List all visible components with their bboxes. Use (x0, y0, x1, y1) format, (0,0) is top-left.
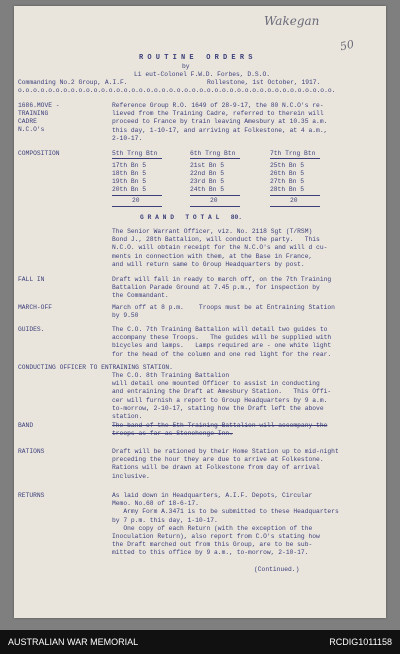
total-underline-5th (112, 206, 162, 207)
author-line: Li eut-Colonel F.W.D. Forbes, D.S.O. (134, 71, 271, 78)
section-label-conducting-officer: CONDUCTING OFFICER TO ENTRAINING STATION. (18, 364, 173, 371)
section-label-fall-in: FALL IN (18, 276, 45, 283)
section-text-returns: As laid down in Headquarters, A.I.F. Depots, Circular Memo. No.68 of 18-6-17. Army Form A.3471 is to be submitted to these Headquarters by 7 p.m. this day, 1-10-17. One copy of each Return (with the exception of the Inoculation Return), also report from C.O's stating how the Draft marched out from this Group, are to be sub- mitted to this office by 9 a.m., to-morrow, 2-10-17. (112, 492, 339, 557)
continued-note: (Continued.) (254, 566, 300, 573)
total-underline-7th (270, 206, 320, 207)
section-label-band: BAND (18, 422, 34, 429)
footer-institution: AUSTRALIAN WAR MEMORIAL (8, 637, 139, 647)
comp-row: 24th Bn 5 (190, 186, 225, 193)
comp-row: 25th Bn 5 (270, 162, 305, 169)
order-number: 1686.MOVE - (18, 102, 60, 109)
section-text-guides: The C.O. 7th Training Battalion will detail two guides to accompany these Troops. The guides will be supplied with bicycles and lamps. Lamps required are - one white light for the head of the column and one red light for the rear. (112, 326, 332, 358)
place-date: Rollestone, 1st October, 1917. (207, 79, 321, 86)
grand-total: G R A N D T O T A L 80. (140, 214, 243, 221)
senior-officer-text: The Senior Warrant Officer, viz. No. 2118 Sgt (T/RSM) Bond J., 28th Battalion, will conduct the party. This N.C.O. will obtain receipt for the N.C.O's and will d cu- ments in connection with them, at the Base in France, and will return same to Group Headquarters by post. (112, 228, 328, 268)
total-6th: 20 (210, 197, 218, 204)
comp-row: 27th Bn 5 (270, 178, 305, 185)
comp-row: 26th Bn 5 (270, 170, 305, 177)
header-underline-5th (112, 158, 162, 159)
footer-bar (0, 630, 400, 654)
total-rule-7th (270, 195, 320, 196)
composition-header-6th: 6th Trng Btn (190, 150, 236, 157)
total-7th: 20 (290, 197, 298, 204)
header-underline-6th (190, 158, 240, 159)
handwritten-name: Wakegan (264, 14, 320, 28)
section-label-returns: RETURNS (18, 492, 45, 499)
total-rule-6th (190, 195, 240, 196)
section-text-fall-in: Draft will fall in ready to march off, on the 7th Training Battalion Parade Ground at 7.45 p.m., for inspection by the Commandant. (112, 276, 332, 300)
comp-row: 28th Bn 5 (270, 186, 305, 193)
section-text-band: The band of the 5th Training Battalion will accompany the troops as far as Stonehenge Inn. (112, 422, 328, 438)
section-label-rations: RATIONS (18, 448, 45, 455)
composition-header-5th: 5th Trng Btn (112, 150, 158, 157)
order-heading-ncos: N.C.O's (18, 126, 45, 133)
comp-row: 18th Bn 5 (112, 170, 147, 177)
section-text-conducting-officer: The C.O. 8th Training Battalion will detail one mounted Officer to assist in conducting and entraining the Draft at Amesbury Station. This Offi- cer will furnish a report to Group Headquarters by 9 a.m. to-morrow, 2-10-17, stating how the Draft left the above station. (112, 372, 332, 421)
composition-header-7th: 7th Trng Btn (270, 150, 316, 157)
section-label-march-off: MARCH-OFF (18, 304, 53, 311)
total-5th: 20 (132, 197, 140, 204)
header-underline-7th (270, 158, 320, 159)
comp-row: 17th Bn 5 (112, 162, 147, 169)
comp-row: 21st Bn 5 (190, 162, 225, 169)
comp-row: 23rd Bn 5 (190, 178, 225, 185)
total-rule-5th (112, 195, 162, 196)
section-text-march-off: March off at 8 p.m. Troops must be at Entraining Station by 9.50 (112, 304, 335, 320)
comp-row: 20th Bn 5 (112, 186, 147, 193)
document-page (14, 6, 386, 618)
handwritten-number: 50 (338, 37, 356, 54)
comp-row: 19th Bn 5 (112, 178, 147, 185)
dotted-separator: o.o.o.o.o.o.o.o.o.o.o.o.o.o.o.o.o.o.o.o.o.o.o.o.o.o.o.o.o.o.o.o.o.o.o.o.o.o.o.o.o.o. (18, 87, 336, 94)
document-title: R O U T I N E O R D E R S (139, 54, 253, 62)
footer-record-id: RCDIG1011158 (329, 637, 392, 647)
section-label-guides: GUIDES. (18, 326, 45, 333)
order-heading-training: TRAINING (18, 110, 49, 117)
section-text-rations: Draft will be rationed by their Home Station up to mid-night preceding the hour they are due to arrive at Folkestone. Rations will be drawn at Folkestone from day of arrival inclusive. (112, 448, 339, 480)
commanding-line: Commanding No.2 Group, A.I.F. (18, 79, 128, 86)
order-heading-cadre: CADRE (18, 118, 37, 125)
comp-row: 22nd Bn 5 (190, 170, 225, 177)
order-text: Reference Group R.O. 1649 of 28-9-17, the 80 N.C.O's re- lieved from the Training Cadre, referred to therein will proceed to France by train leaving Amesbury at 10.35 a.m. this day, 1-10-17, and arriving at Folkestone, at 4 a.m., 2-10-17. (112, 102, 328, 142)
total-underline-6th (190, 206, 240, 207)
composition-label: COMPOSITION (18, 150, 60, 157)
by-line: by (182, 63, 190, 70)
